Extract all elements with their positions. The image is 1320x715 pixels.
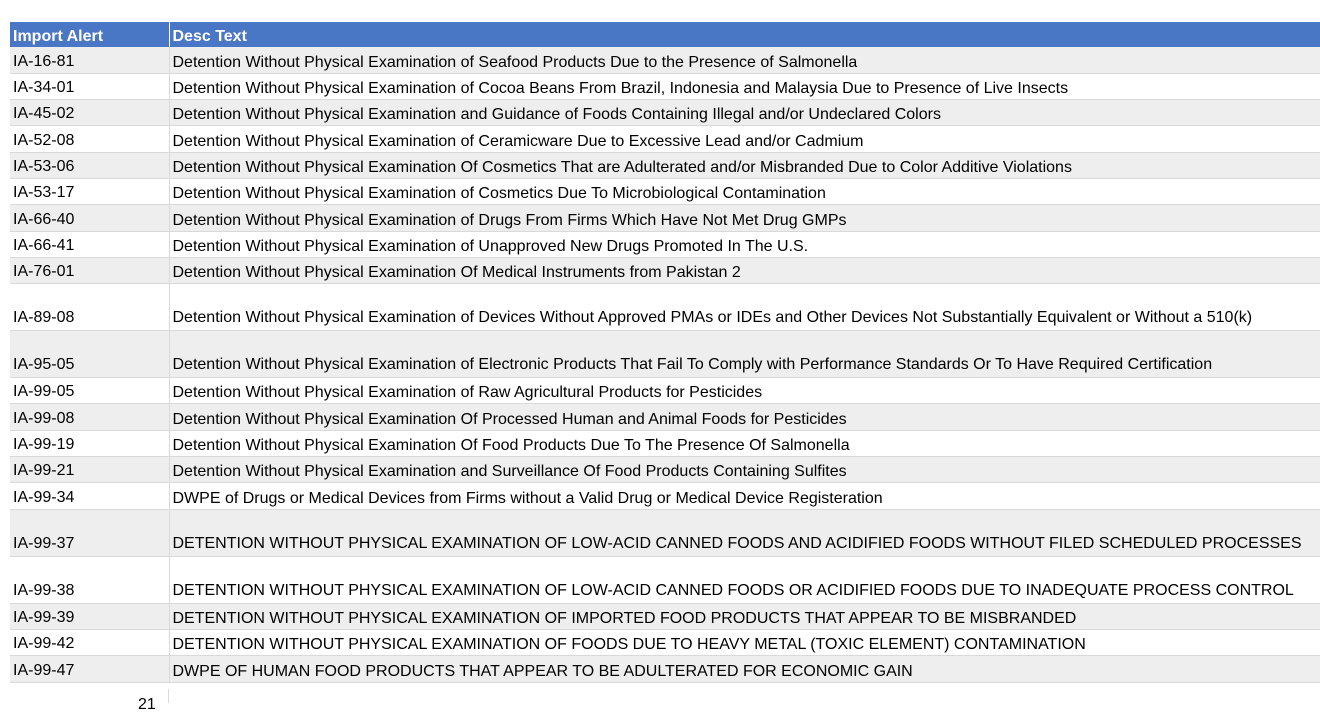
table-row: [10, 430, 1320, 456]
table-row: [10, 603, 1320, 629]
table-row: [10, 284, 1320, 331]
import-alert-table: [10, 22, 1320, 683]
desc-text-cell[interactable]: Detention Without Physical Examination Of Medical Instruments from Pakistan 2: [169, 257, 1320, 283]
import-alert-cell[interactable]: IA-99-21: [10, 457, 169, 483]
desc-text-cell[interactable]: Detention Without Physical Examination of Cosmetics Due To Microbiological Contamination: [169, 178, 1320, 204]
desc-text-cell[interactable]: DETENTION WITHOUT PHYSICAL EXAMINATION OF IMPORTED FOOD PRODUCTS THAT APPEAR TO BE MISBRANDED: [169, 603, 1320, 629]
import-alert-cell[interactable]: IA-66-40: [10, 205, 169, 231]
import-alert-cell[interactable]: IA-45-02: [10, 100, 169, 126]
import-alert-cell[interactable]: IA-99-34: [10, 483, 169, 509]
import-alert-cell[interactable]: IA-16-81: [10, 47, 169, 73]
column-divider: [168, 689, 169, 703]
desc-text-cell[interactable]: Detention Without Physical Examination of Seafood Products Due to the Presence of Salmonella: [169, 47, 1320, 73]
desc-text-cell[interactable]: Detention Without Physical Examination of Ceramicware Due to Excessive Lead and/or Cadmium: [169, 126, 1320, 152]
desc-text-cell[interactable]: Detention Without Physical Examination of Raw Agricultural Products for Pesticides: [169, 378, 1320, 404]
import-alert-cell[interactable]: IA-99-38: [10, 556, 169, 603]
import-alert-cell[interactable]: IA-52-08: [10, 126, 169, 152]
table-row: [10, 47, 1320, 73]
import-alert-cell[interactable]: IA-53-17: [10, 178, 169, 204]
summary-row: [10, 688, 1320, 713]
desc-text-cell[interactable]: Detention Without Physical Examination Of Cosmetics That are Adulterated and/or Misbranded Due to Color Additive Violations: [169, 152, 1320, 178]
table-row: [10, 556, 1320, 603]
table-row: [10, 100, 1320, 126]
table-row: [10, 257, 1320, 283]
row-count[interactable]: 21: [138, 696, 156, 713]
table-row: [10, 178, 1320, 204]
desc-text-cell[interactable]: DETENTION WITHOUT PHYSICAL EXAMINATION OF LOW-ACID CANNED FOODS OR ACIDIFIED FOODS DUE TO INADEQUATE PROCESS CONTROL: [169, 556, 1320, 603]
spreadsheet: [10, 22, 1320, 683]
table-row: [10, 509, 1320, 556]
table-row: [10, 483, 1320, 509]
header-row: [10, 22, 1320, 47]
table-row: [10, 152, 1320, 178]
desc-text-cell[interactable]: DWPE of Drugs or Medical Devices from Firms without a Valid Drug or Medical Device Registeration: [169, 483, 1320, 509]
desc-text-cell[interactable]: DETENTION WITHOUT PHYSICAL EXAMINATION OF LOW-ACID CANNED FOODS AND ACIDIFIED FOODS WITHOUT FILED SCHEDULED PROCESSES: [169, 509, 1320, 556]
import-alert-cell[interactable]: IA-34-01: [10, 73, 169, 99]
import-alert-cell[interactable]: IA-66-41: [10, 231, 169, 257]
desc-text-cell[interactable]: Detention Without Physical Examination and Surveillance Of Food Products Containing Sulfites: [169, 457, 1320, 483]
table-row: [10, 205, 1320, 231]
import-alert-cell[interactable]: IA-99-37: [10, 509, 169, 556]
table-row: [10, 457, 1320, 483]
desc-text-cell[interactable]: Detention Without Physical Examination of Unapproved New Drugs Promoted In The U.S.: [169, 231, 1320, 257]
table-row: [10, 656, 1320, 682]
desc-text-cell[interactable]: Detention Without Physical Examination and Guidance of Foods Containing Illegal and/or Undeclared Colors: [169, 100, 1320, 126]
table-row: [10, 629, 1320, 655]
desc-text-cell[interactable]: Detention Without Physical Examination of Cocoa Beans From Brazil, Indonesia and Malaysia Due to Presence of Live Insects: [169, 73, 1320, 99]
import-alert-cell[interactable]: IA-99-42: [10, 629, 169, 655]
import-alert-cell[interactable]: IA-99-08: [10, 404, 169, 430]
import-alert-cell[interactable]: IA-89-08: [10, 284, 169, 331]
import-alert-cell[interactable]: IA-76-01: [10, 257, 169, 283]
desc-text-cell[interactable]: DWPE OF HUMAN FOOD PRODUCTS THAT APPEAR TO BE ADULTERATED FOR ECONOMIC GAIN: [169, 656, 1320, 682]
table-row: [10, 126, 1320, 152]
desc-text-cell[interactable]: Detention Without Physical Examination Of Food Products Due To The Presence Of Salmonella: [169, 430, 1320, 456]
desc-text-cell[interactable]: Detention Without Physical Examination of Devices Without Approved PMAs or IDEs and Other Devices Not Substantially Equivalent or Without a 510(k): [169, 284, 1320, 331]
import-alert-cell[interactable]: IA-99-05: [10, 378, 169, 404]
table-row: [10, 378, 1320, 404]
import-alert-cell[interactable]: IA-95-05: [10, 331, 169, 378]
import-alert-cell[interactable]: IA-99-39: [10, 603, 169, 629]
header-import-alert[interactable]: Import Alert: [10, 22, 169, 47]
import-alert-cell[interactable]: IA-99-47: [10, 656, 169, 682]
table-row: [10, 73, 1320, 99]
table-row: [10, 404, 1320, 430]
table-body: [10, 47, 1320, 682]
header-desc-text[interactable]: Desc Text: [169, 22, 1320, 47]
desc-text-cell[interactable]: Detention Without Physical Examination of Electronic Products That Fail To Comply with Performance Standards Or To Have Required Certification: [169, 331, 1320, 378]
desc-text-cell[interactable]: Detention Without Physical Examination Of Processed Human and Animal Foods for Pesticides: [169, 404, 1320, 430]
desc-text-cell[interactable]: DETENTION WITHOUT PHYSICAL EXAMINATION OF FOODS DUE TO HEAVY METAL (TOXIC ELEMENT) CONTAMINATION: [169, 629, 1320, 655]
import-alert-cell[interactable]: IA-53-06: [10, 152, 169, 178]
table-row: [10, 331, 1320, 378]
import-alert-cell[interactable]: IA-99-19: [10, 430, 169, 456]
table-row: [10, 231, 1320, 257]
desc-text-cell[interactable]: Detention Without Physical Examination of Drugs From Firms Which Have Not Met Drug GMPs: [169, 205, 1320, 231]
